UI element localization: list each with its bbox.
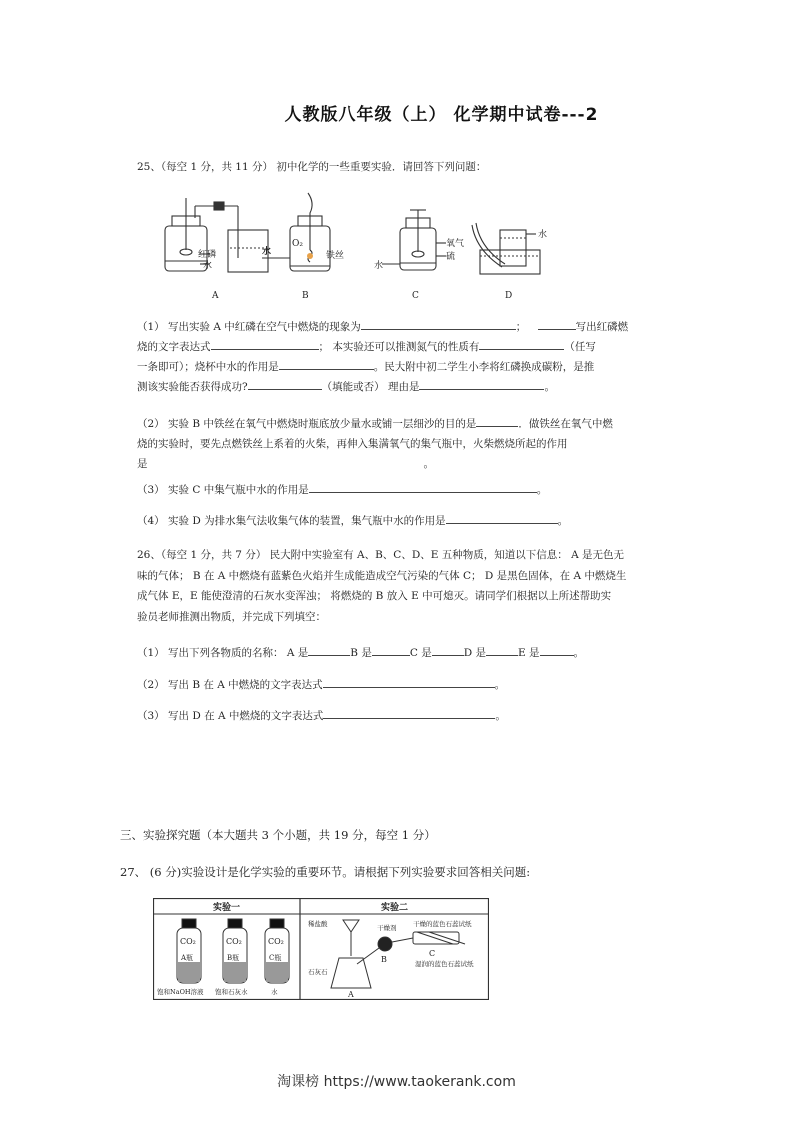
ganzaoji-label: 干燥剂 xyxy=(377,924,397,932)
label-yangqi: 氧气 xyxy=(446,239,465,249)
blank-d-expression[interactable] xyxy=(323,706,495,719)
co2-c: CO₂ xyxy=(268,937,284,946)
blank-spacer[interactable] xyxy=(538,317,576,330)
bottle-c-label: C瓶 xyxy=(269,954,282,962)
exp2-label-b: B xyxy=(381,955,387,964)
q25-part1 xyxy=(137,317,657,397)
blank-expression[interactable] xyxy=(211,337,319,350)
blank-c-water-role[interactable] xyxy=(309,480,537,493)
q26-intro: 26、（每空 1 分，共 7 分） 民大附中实验室有 A、B、C、D、E 五种物质，知道以下信息： A 是无色无 味的气体； B 在 A 中燃烧有蓝紫色火焰并生成能造成空气污染的气体 C； D 是黑色固体，在 A 中燃烧生 成气体 E，E 能使澄清的石灰水变浑浊； 将燃烧的 B 放入 E 中可熄灭。请同学们根据以上所述帮助实 验员老师推测出物质，并完成下列填空： xyxy=(137,549,627,623)
xiyansuan-label: 稀盐酸 xyxy=(308,920,328,928)
blank-d-name[interactable] xyxy=(486,643,518,656)
sol-c-label: 水 xyxy=(271,988,278,996)
label-b: B xyxy=(302,291,309,301)
q25-part2: （2） 实验 B 中铁丝在氧气中燃烧时瓶底放少量水或铺一层细沙的目的是 ．做铁丝在氧气中燃 烧的实验时，要先点燃铁丝上系着的火柴，再伸入集满氧气的集气瓶中，火柴燃烧所起的作用 是 。 xyxy=(137,414,657,474)
q25-part1-line1: （1） 写出实验 A 中红磷在空气中燃烧的现象为 ； 写出红磷燃 xyxy=(137,317,657,337)
label-liu: 硫 xyxy=(446,252,456,262)
blank-match-role[interactable] xyxy=(148,455,424,467)
wet-paper-label: 湿润的蓝色石蕊试纸 xyxy=(415,960,474,968)
blank-b-expression[interactable] xyxy=(323,675,495,688)
blank-c-name[interactable] xyxy=(432,643,464,656)
label-shui-c: 水 xyxy=(374,261,384,271)
shihuishi-label: 石灰石 xyxy=(308,968,328,976)
footer-watermark: 淘课榜 https://www.taokerank.com xyxy=(277,1074,516,1090)
sol-b-label: 饱和石灰水 xyxy=(215,988,248,996)
q26-part2: （2） 写出 B 在 A 中燃烧的文字表达式 。 xyxy=(137,675,657,695)
q25-intro: 25、（每空 1 分，共 11 分） 初中化学的一些重要实验．请回答下列问题： xyxy=(137,161,487,173)
label-shui-a: 水 xyxy=(203,261,213,271)
q26-part3: （3） 写出 D 在 A 中燃烧的文字表达式 。 xyxy=(137,706,657,726)
label-hongling: 红磷 xyxy=(198,250,217,260)
sol-a-label: 饱和NaOH溶液 xyxy=(157,988,204,996)
q25-part3: （3） 实验 C 中集气瓶中水的作用是 。 xyxy=(137,480,657,500)
exp2-label-c: C xyxy=(429,949,436,958)
q25-part1-line4: 测该实验能否获得成功? （填能或否） 理由是 。 xyxy=(137,377,657,397)
blank-can-succeed[interactable] xyxy=(248,377,322,390)
q27-intro: 27、 (6 分)实验设计是化学实验的重要环节。请根据下列实验要求回答相关问题: xyxy=(120,865,531,879)
apparatus-d xyxy=(472,223,540,274)
label-d: D xyxy=(505,291,513,301)
blank-b-name[interactable] xyxy=(372,643,410,656)
q25-part1-line2: 烧的文字表达式 ； 本实验还可以推测氮气的性质有 （任写 xyxy=(137,337,657,357)
label-o2: O₂ xyxy=(292,239,303,249)
exp1-bottles xyxy=(177,919,289,983)
blank-nitrogen-property[interactable] xyxy=(479,337,564,350)
blank-sand-purpose[interactable] xyxy=(476,414,518,427)
q26-part1: （1） 写出下列各物质的名称： A 是 B 是 C 是 D 是 E 是 。 xyxy=(137,643,657,663)
apparatus-b xyxy=(262,193,330,271)
q25-part4: （4） 实验 D 为排水集气法收集气体的装置，集气瓶中水的作用是 。 xyxy=(137,511,657,531)
label-c: C xyxy=(412,291,419,301)
blank-phenomenon[interactable] xyxy=(361,317,516,330)
label-shui-d: 水 xyxy=(538,230,548,240)
apparatus-c xyxy=(382,210,446,270)
blank-d-water-role[interactable] xyxy=(446,511,558,524)
blank-e-name[interactable] xyxy=(540,643,574,656)
exp2-title: 实验二 xyxy=(381,903,409,913)
q25-apparatus-figure xyxy=(150,188,570,303)
section3-heading: 三、实验探究题（本大题共 3 个小题，共 19 分，每空 1 分） xyxy=(120,828,436,842)
q25-part1-line3: 一条即可）；烧杯中水的作用是 。民大附中初二学生小李将红磷换成碳粉，是推 xyxy=(137,357,657,377)
exp2-label-a: A xyxy=(348,990,354,999)
co2-b: CO₂ xyxy=(226,937,242,946)
bottle-b-label: B瓶 xyxy=(227,954,240,962)
exp2-apparatus xyxy=(331,920,465,988)
blank-water-role[interactable] xyxy=(279,357,374,370)
page-title: 人教版八年级（上） 化学期中试卷---2 xyxy=(284,105,599,125)
label-a: A xyxy=(212,291,219,301)
label-tiesi: 铁丝 xyxy=(326,251,345,261)
q27-experiment-figure xyxy=(153,898,489,1000)
dry-paper-label: 干燥的蓝色石蕊试纸 xyxy=(413,920,472,928)
co2-a: CO₂ xyxy=(180,937,196,946)
blank-reason[interactable] xyxy=(419,377,544,390)
blank-a-name[interactable] xyxy=(308,643,350,656)
exp1-title: 实验一 xyxy=(213,903,241,913)
apparatus-a xyxy=(165,198,268,272)
label-shui-b: 水 xyxy=(262,247,272,257)
bottle-a-label: A瓶 xyxy=(181,954,194,962)
